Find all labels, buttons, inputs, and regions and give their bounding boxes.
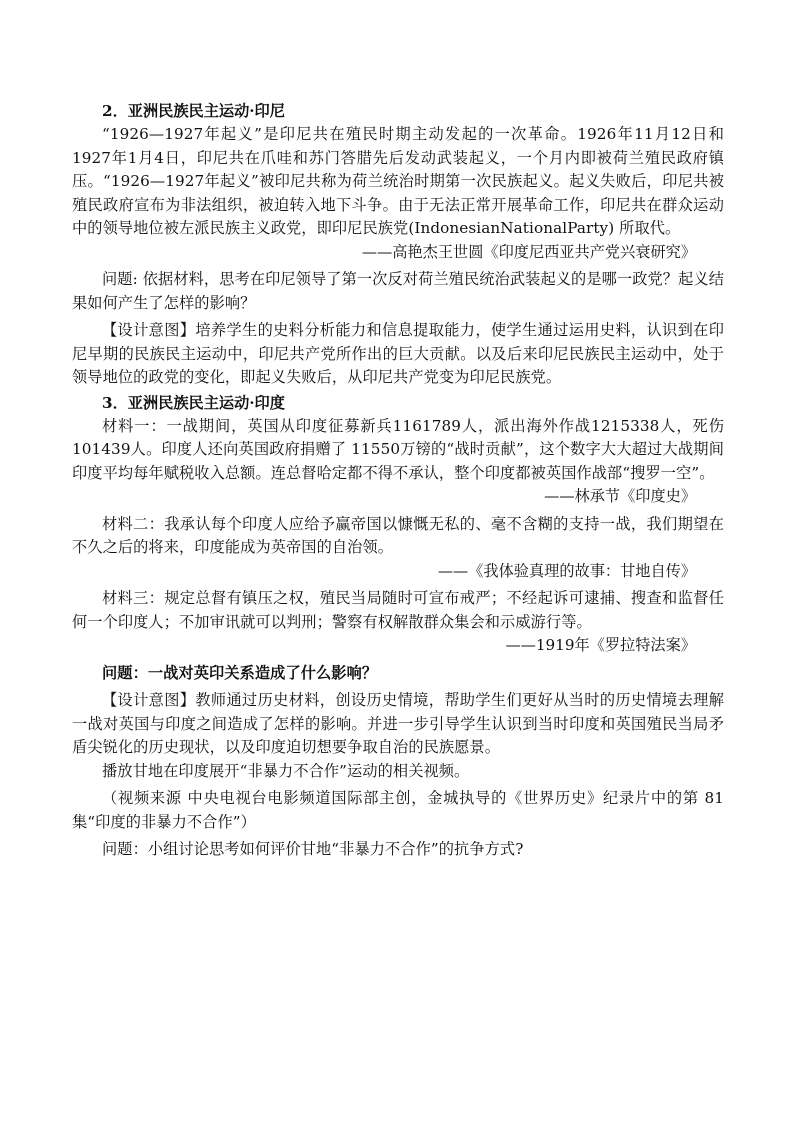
video-instruction: 播放甘地在印度展开“非暴力不合作”运动的相关视频。	[102, 761, 470, 780]
design-intent-indonesia: 【设计意图】培养学生的史料分析能力和信息提取能力，使学生通过运用史料，认识到在印尼早期的民族民主运动中，印尼共产党所作出的巨大贡献。以及后来印尼民族民主运动中，处于领导地位的政党的变化，即起义失败后，从印尼共产党变为印尼民族党。	[72, 321, 724, 386]
material-three: 材料三：规定总督有镇压之权，殖民当局随时可宣布戒严；不经起诉可逮捕、搜查和监督任何一个印度人；不加审讯就可以判刑；警察有权解散群众集会和示威游行等。	[72, 589, 724, 631]
material-two: 材料二：我承认每个印度人应给予赢帝国以慷慨无私的、毫不含糊的支持一战，我们期望在不久之后的将来，印度能成为英帝国的自治领。	[72, 514, 724, 556]
material-one: 材料一：一战期间，英国从印度征募新兵1161789人，派出海外作战1215338人，死伤101439人。印度人还向英国政府捐赠了 11550万镑的“战时贡献”，这个数字大大超过大战期间印度平均每年赋税收入总额。连总督哈定都不得不承认，整个印度都被英国作战部“搜罗一空”。	[72, 416, 724, 482]
material-indonesia: “1926—1927年起义”是印尼共在殖民时期主动发起的一次革命。1926年11月12日和1927年1月4日，印尼共在爪哇和苏门答腊先后发动武装起义，一个月内即被荷兰殖民政府镇压。“1926—1927年起义”被印尼共称为荷兰统治时期第一次民族起义。起义失败后，印尼共被殖民政府宣布为非法组织，被迫转入地下斗争。由于无法正常开展革命工作，印尼共在群众运动中的领导地位被左派民族主义政党，即印尼民族党(IndonesianNationalParty) 所取代。	[72, 125, 724, 237]
question-indonesia: 问题: 依据材料，思考在印尼领导了第一次反对荷兰殖民统治武装起义的是哪一政党？起义结果如何产生了怎样的影响？	[72, 270, 724, 312]
section-heading-india: 3．亚洲民族民主运动·印度	[102, 393, 285, 412]
video-source: （视频来源 中央电视台电影频道国际部主创，金城执导的《世界历史》纪录片中的第 81集“印度的非暴力不合作”）	[72, 789, 724, 831]
source-two: ——《我体验真理的故事：甘地自传》	[437, 561, 696, 580]
design-intent-india: 【设计意图】教师通过历史材料，创设历史情境，帮助学生们更好从当时的历史情境去理解一战对英国与印度之间造成了怎样的影响。并进一步引导学生认识到当时印度和英国殖民当局矛盾尖锐化的历史现状，以及印度迫切想要争取自治的民族愿景。	[72, 691, 724, 756]
section-heading-indonesia: 2．亚洲民族民主运动·印尼	[102, 102, 285, 120]
source-one: ——林承节《印度史》	[544, 487, 696, 505]
document-content	[72, 98, 724, 862]
source-indonesia: ——高艳杰王世圆《印度尼西亚共产党兴衰研究》	[361, 242, 696, 261]
source-three: ——1919年《罗拉特法案》	[505, 636, 696, 654]
question-gandhi: 问题：小组讨论思考如何评价甘地“非暴力不合作”的抗争方式?	[102, 840, 524, 858]
question-india: 问题：一战对英印关系造成了什么影响？	[102, 663, 378, 682]
